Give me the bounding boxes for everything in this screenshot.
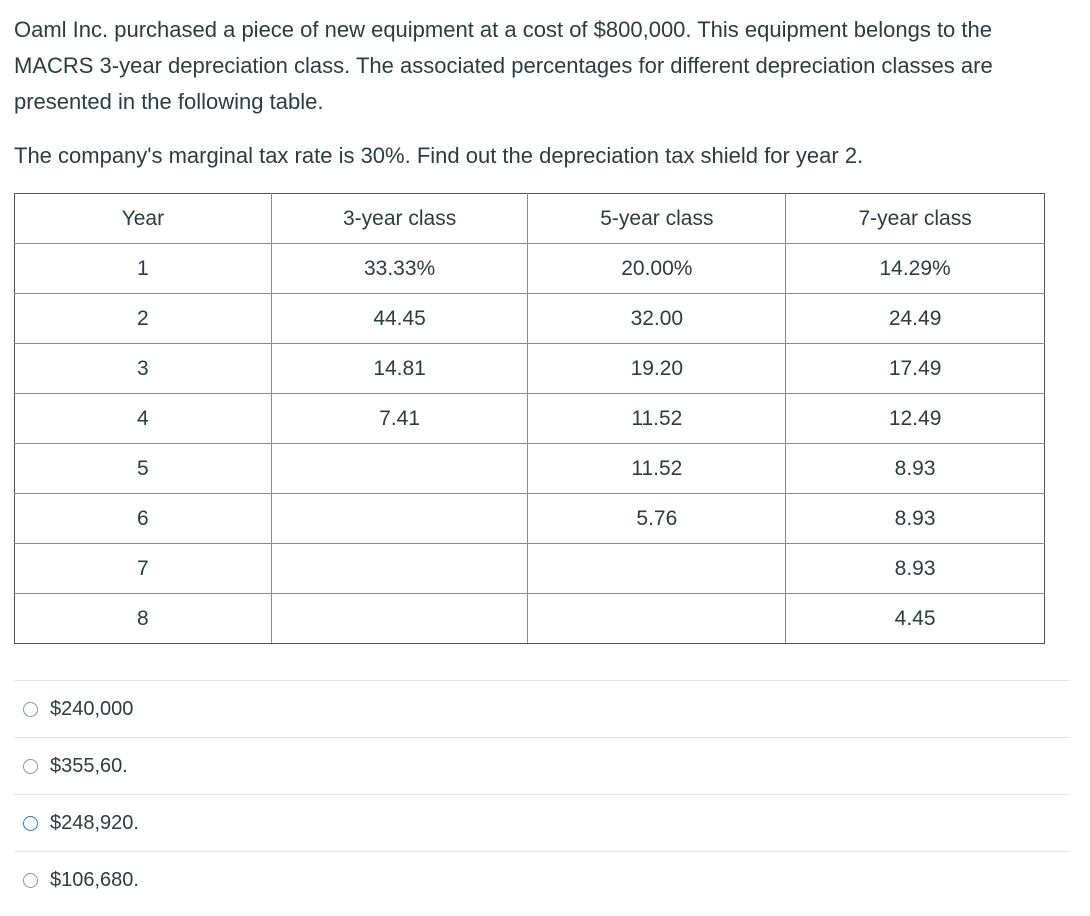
table-cell: 8 (15, 594, 272, 644)
answer-option-2[interactable] (14, 737, 1070, 794)
table-cell (271, 544, 528, 594)
table-cell: 3 (15, 344, 272, 394)
table-cell: 44.45 (271, 294, 528, 344)
answer-option-3[interactable] (14, 794, 1070, 851)
table-cell: 2 (15, 294, 272, 344)
header-5-year-class: 5-year class (528, 194, 786, 244)
answer-option-1[interactable] (14, 680, 1070, 737)
table-cell: 8.93 (786, 494, 1045, 544)
table-cell: 4 (15, 394, 272, 444)
table-cell: 5.76 (528, 494, 786, 544)
table-cell: 12.49 (786, 394, 1045, 444)
table-cell: 6 (15, 494, 272, 544)
table-cell: 4.45 (786, 594, 1045, 644)
table-row (15, 444, 1045, 494)
table-cell (271, 444, 528, 494)
answer-option-4[interactable] (14, 851, 1070, 908)
radio-button[interactable] (23, 759, 38, 774)
answer-label: $355,60. (50, 754, 128, 777)
radio-button[interactable] (23, 873, 38, 888)
table-cell (271, 594, 528, 644)
table-cell: 32.00 (528, 294, 786, 344)
table-row (15, 544, 1045, 594)
table-cell (271, 494, 528, 544)
header-year: Year (15, 194, 272, 244)
table-cell: 33.33% (271, 244, 528, 294)
answer-label: $240,000 (50, 697, 134, 720)
table-header-row (15, 194, 1045, 244)
table-cell: 17.49 (786, 344, 1045, 394)
table-cell: 7 (15, 544, 272, 594)
table-cell: 8.93 (786, 544, 1045, 594)
radio-button[interactable] (23, 816, 38, 831)
table-cell: 1 (15, 244, 272, 294)
table-row (15, 244, 1045, 294)
table-row (15, 394, 1045, 444)
radio-button[interactable] (23, 702, 38, 717)
table-cell: 14.29% (786, 244, 1045, 294)
question-paragraph-1: Oaml Inc. purchased a piece of new equipment at a cost of $800,000. This equipment belongs to the MACRS 3-year depreciation class. The associated percentages for different depreciation classes are presented in the following table. (14, 17, 993, 114)
table-cell (528, 544, 786, 594)
question-text (14, 12, 1076, 174)
answer-options (14, 680, 1070, 908)
answer-label: $106,680. (50, 868, 139, 891)
table-cell: 14.81 (271, 344, 528, 394)
table-cell (528, 594, 786, 644)
header-7-year-class: 7-year class (786, 194, 1045, 244)
table-cell: 5 (15, 444, 272, 494)
table-cell: 20.00% (528, 244, 786, 294)
table-row (15, 294, 1045, 344)
table-cell: 11.52 (528, 394, 786, 444)
macrs-table (14, 193, 1045, 644)
table-row (15, 344, 1045, 394)
table-row (15, 494, 1045, 544)
table-cell: 11.52 (528, 444, 786, 494)
header-3-year-class: 3-year class (271, 194, 528, 244)
answer-label: $248,920. (50, 811, 139, 834)
table-cell: 8.93 (786, 444, 1045, 494)
question-paragraph-2: The company's marginal tax rate is 30%. Find out the depreciation tax shield for year 2. (14, 143, 864, 168)
table-cell: 24.49 (786, 294, 1045, 344)
table-row (15, 594, 1045, 644)
table-cell: 19.20 (528, 344, 786, 394)
table-cell: 7.41 (271, 394, 528, 444)
